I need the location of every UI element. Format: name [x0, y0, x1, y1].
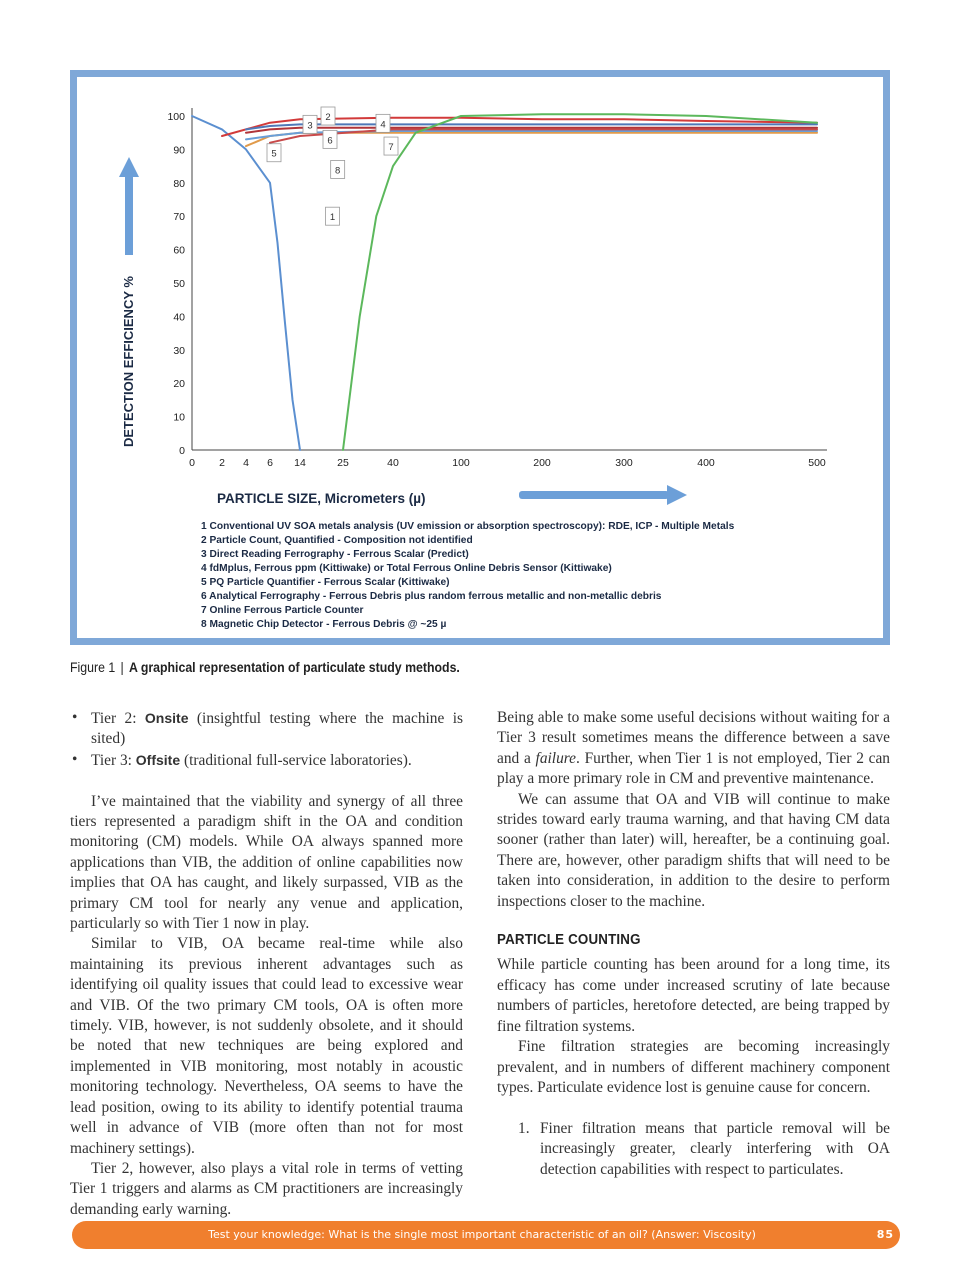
legend-item-4	[201, 563, 612, 574]
legend-item-2	[201, 535, 473, 546]
page-number: 85	[876, 1228, 894, 1241]
series-1-line	[192, 116, 300, 450]
y-arrow-shaft	[125, 175, 133, 255]
tier-2-desc: (insightful testing where the machine is sited)	[91, 710, 464, 748]
x-tick-label: 2	[219, 457, 225, 469]
legend-item-number: 2	[201, 535, 210, 546]
right-paragraph-1-emphasis: failure	[535, 749, 577, 767]
legend-item-text: fdMplus, Ferrous ppm (Kittiwake) or Total Ferrous Online Debris Sensor (Kittiwake)	[209, 563, 612, 574]
y-tick-label: 20	[173, 378, 185, 391]
section-heading: PARTICLE COUNTING	[497, 932, 641, 949]
x-arrow-head	[667, 485, 687, 505]
y-tick-label: 0	[179, 445, 185, 457]
right-paragraph-1-a: Being able to make some useful decisions without waiting for a Tier 3 result sometimes means the difference between a save and a	[497, 709, 890, 767]
series-3-callout-label: 3	[307, 120, 313, 132]
y-tick-label: 70	[173, 211, 185, 224]
tier-3-desc: (traditional full-service laboratories).	[180, 751, 412, 769]
footer-bar	[72, 1221, 900, 1249]
list-item-text: Finer filtration means that particle removal will be increasingly greater, clearly interfering with OA detection capabilities with respect to particulates.	[540, 1119, 890, 1178]
caption-text: A graphical representation of particulate study methods.	[128, 659, 460, 675]
left-paragraph-2: Similar to VIB, OA became real-time while also maintaining its previous inherent advantages such as identifying oil quality issues that could lead to excessive wear and VIB. Of the two primary CM tools, OA is often more timely. VIB, however, is not suddenly obsolete, and it should be noted that new techniques are being explored and implemented in VIB monitoring, most notably in acoustic monitoring technology. Nevertheless, OA seems to have the lead position, owing to its ability to identify potential trauma well in advance of VIB (more often than not for most machinery settings).	[70, 935, 463, 1157]
y-tick-label: 10	[173, 411, 185, 424]
tier-2-prefix: Tier 2:	[91, 710, 145, 727]
figure-number: Figure 1	[70, 659, 116, 675]
tier-3-keyword: Offsite	[135, 751, 181, 768]
legend-item-3	[201, 549, 469, 560]
series-8-callout-label: 8	[335, 165, 341, 177]
x-tick-label: 25	[337, 457, 349, 469]
right-paragraph-1-b: . Further, when Tier 1 is not employed, Tier 2 can play a more primary role in CM and preventive maintenance.	[497, 749, 891, 788]
numbered-list	[497, 1119, 890, 1180]
figure-caption	[70, 659, 460, 675]
series-8-line	[343, 114, 817, 450]
x-tick-label: 40	[387, 457, 399, 469]
detection-efficiency-chart	[77, 77, 883, 638]
tier-3-item	[70, 750, 463, 771]
x-tick-label: 14	[294, 457, 306, 469]
legend-item-text: PQ Particle Quantifier - Ferrous Scalar (Kittiwake)	[209, 577, 450, 588]
y-tick-label: 60	[173, 244, 185, 257]
y-tick-label: 30	[173, 344, 185, 357]
x-tick-label: 6	[267, 457, 273, 469]
tier-2-keyword: Onsite	[144, 710, 189, 726]
x-tick-label: 100	[452, 457, 470, 469]
x-arrow-shaft	[519, 491, 669, 499]
y-arrow-head	[119, 157, 139, 177]
legend-item-text: Conventional UV SOA metals analysis (UV emission or absorption spectroscopy): RDE, ICP - Multiple Metals	[209, 521, 735, 532]
legend-item-7	[201, 605, 364, 616]
legend-item-number: 4	[201, 563, 210, 574]
right-paragraph-3: While particle counting has been around for a long time, its efficacy has come under increased scrutiny of late because numbers of particles, heretofore detected, are being trapped by fine filtration systems.	[497, 956, 890, 1035]
legend-item-number: 7	[201, 605, 210, 616]
x-tick-label: 300	[615, 457, 633, 469]
series-6-callout-label: 6	[327, 135, 333, 147]
y-tick-label: 50	[173, 278, 185, 290]
y-tick-label: 80	[173, 177, 185, 190]
legend-item-number: 6	[201, 591, 210, 602]
legend-item-8	[201, 619, 446, 630]
legend-item-6	[201, 591, 662, 602]
left-column	[70, 708, 463, 1220]
legend-item-text: Magnetic Chip Detector - Ferrous Debris @ ~25 µ	[209, 619, 447, 630]
left-paragraph-3: Tier 2, however, also plays a vital role in terms of vetting Tier 1 triggers and alarms as CM practitioners are increasingly demanding early warning.	[70, 1159, 463, 1218]
legend-item-number: 8	[201, 619, 210, 630]
list-item	[497, 1119, 890, 1180]
series-7-callout-label: 7	[388, 142, 394, 154]
series-1-callout-label: 1	[329, 212, 336, 224]
x-tick-label: 500	[808, 457, 826, 469]
figure-1	[70, 70, 890, 645]
right-paragraph-4: Fine filtration strategies are becoming increasingly prevalent, and in numbers of different machinery component types. Particulate evidence lost is genuine cause for concern.	[497, 1038, 890, 1096]
tier-3-prefix: Tier 3:	[91, 751, 136, 769]
series-5-callout-label: 5	[271, 148, 277, 160]
footer-quiz-text: Test your knowledge: What is the single most important characteristic of an oil? (Answer: Viscosity)	[208, 1228, 756, 1241]
x-tick-label: 400	[697, 457, 715, 469]
tier-list	[70, 708, 463, 771]
legend-item-5	[201, 577, 450, 588]
x-tick-label: 4	[243, 457, 249, 469]
legend-item-number: 1	[201, 521, 210, 532]
legend-item-number: 5	[201, 577, 210, 588]
x-tick-label: 0	[189, 457, 195, 469]
legend-item-text: Online Ferrous Particle Counter	[209, 605, 364, 616]
x-axis-label: PARTICLE SIZE, Micrometers (µ)	[217, 491, 426, 506]
legend-item-text: Direct Reading Ferrography - Ferrous Scalar (Predict)	[209, 549, 469, 560]
left-paragraph-1: I’ve maintained that the viability and synergy of all three tiers represented a paradigm shift in the OA and condition monitoring (CM) models. While OA always spanned more applications than VIB, the addition of online capabilities now implies that OA has caught, and likely surpassed, VIB as the primary CM tool for nearly any venue and application, particularly so with Tier 1 now in play.	[70, 792, 463, 933]
legend-item-text: Analytical Ferrography - Ferrous Debris plus random ferrous metallic and non-metallic debris	[209, 591, 662, 602]
y-tick-label: 100	[167, 111, 185, 123]
caption-separator: |	[120, 659, 124, 675]
y-tick-label: 40	[173, 311, 185, 324]
right-paragraph-2: We can assume that OA and VIB will continue to make strides toward early trauma warning, and that having CM data sooner (rather than later) will, hereafter, be a continuing goal. There are, however, other paradigm shifts that will need to be taken into consideration, in addition to the desire to perform inspections closer to the machine.	[497, 790, 890, 910]
series-4-callout-label: 4	[380, 119, 386, 131]
legend-item-text: Particle Count, Quantified - Composition not identified	[209, 535, 473, 546]
right-paragraph-1	[497, 708, 890, 790]
legend-item-1	[201, 521, 735, 532]
x-tick-label: 200	[533, 457, 551, 469]
series-2-callout-label: 2	[325, 112, 331, 123]
list-item-number: 1.	[518, 1119, 530, 1137]
tier-2-item	[70, 708, 463, 750]
y-tick-label: 90	[173, 144, 185, 157]
right-column	[497, 708, 890, 1180]
y-axis-label: DETECTION EFFICIENCY %	[121, 276, 136, 447]
legend-item-number: 3	[201, 549, 210, 560]
